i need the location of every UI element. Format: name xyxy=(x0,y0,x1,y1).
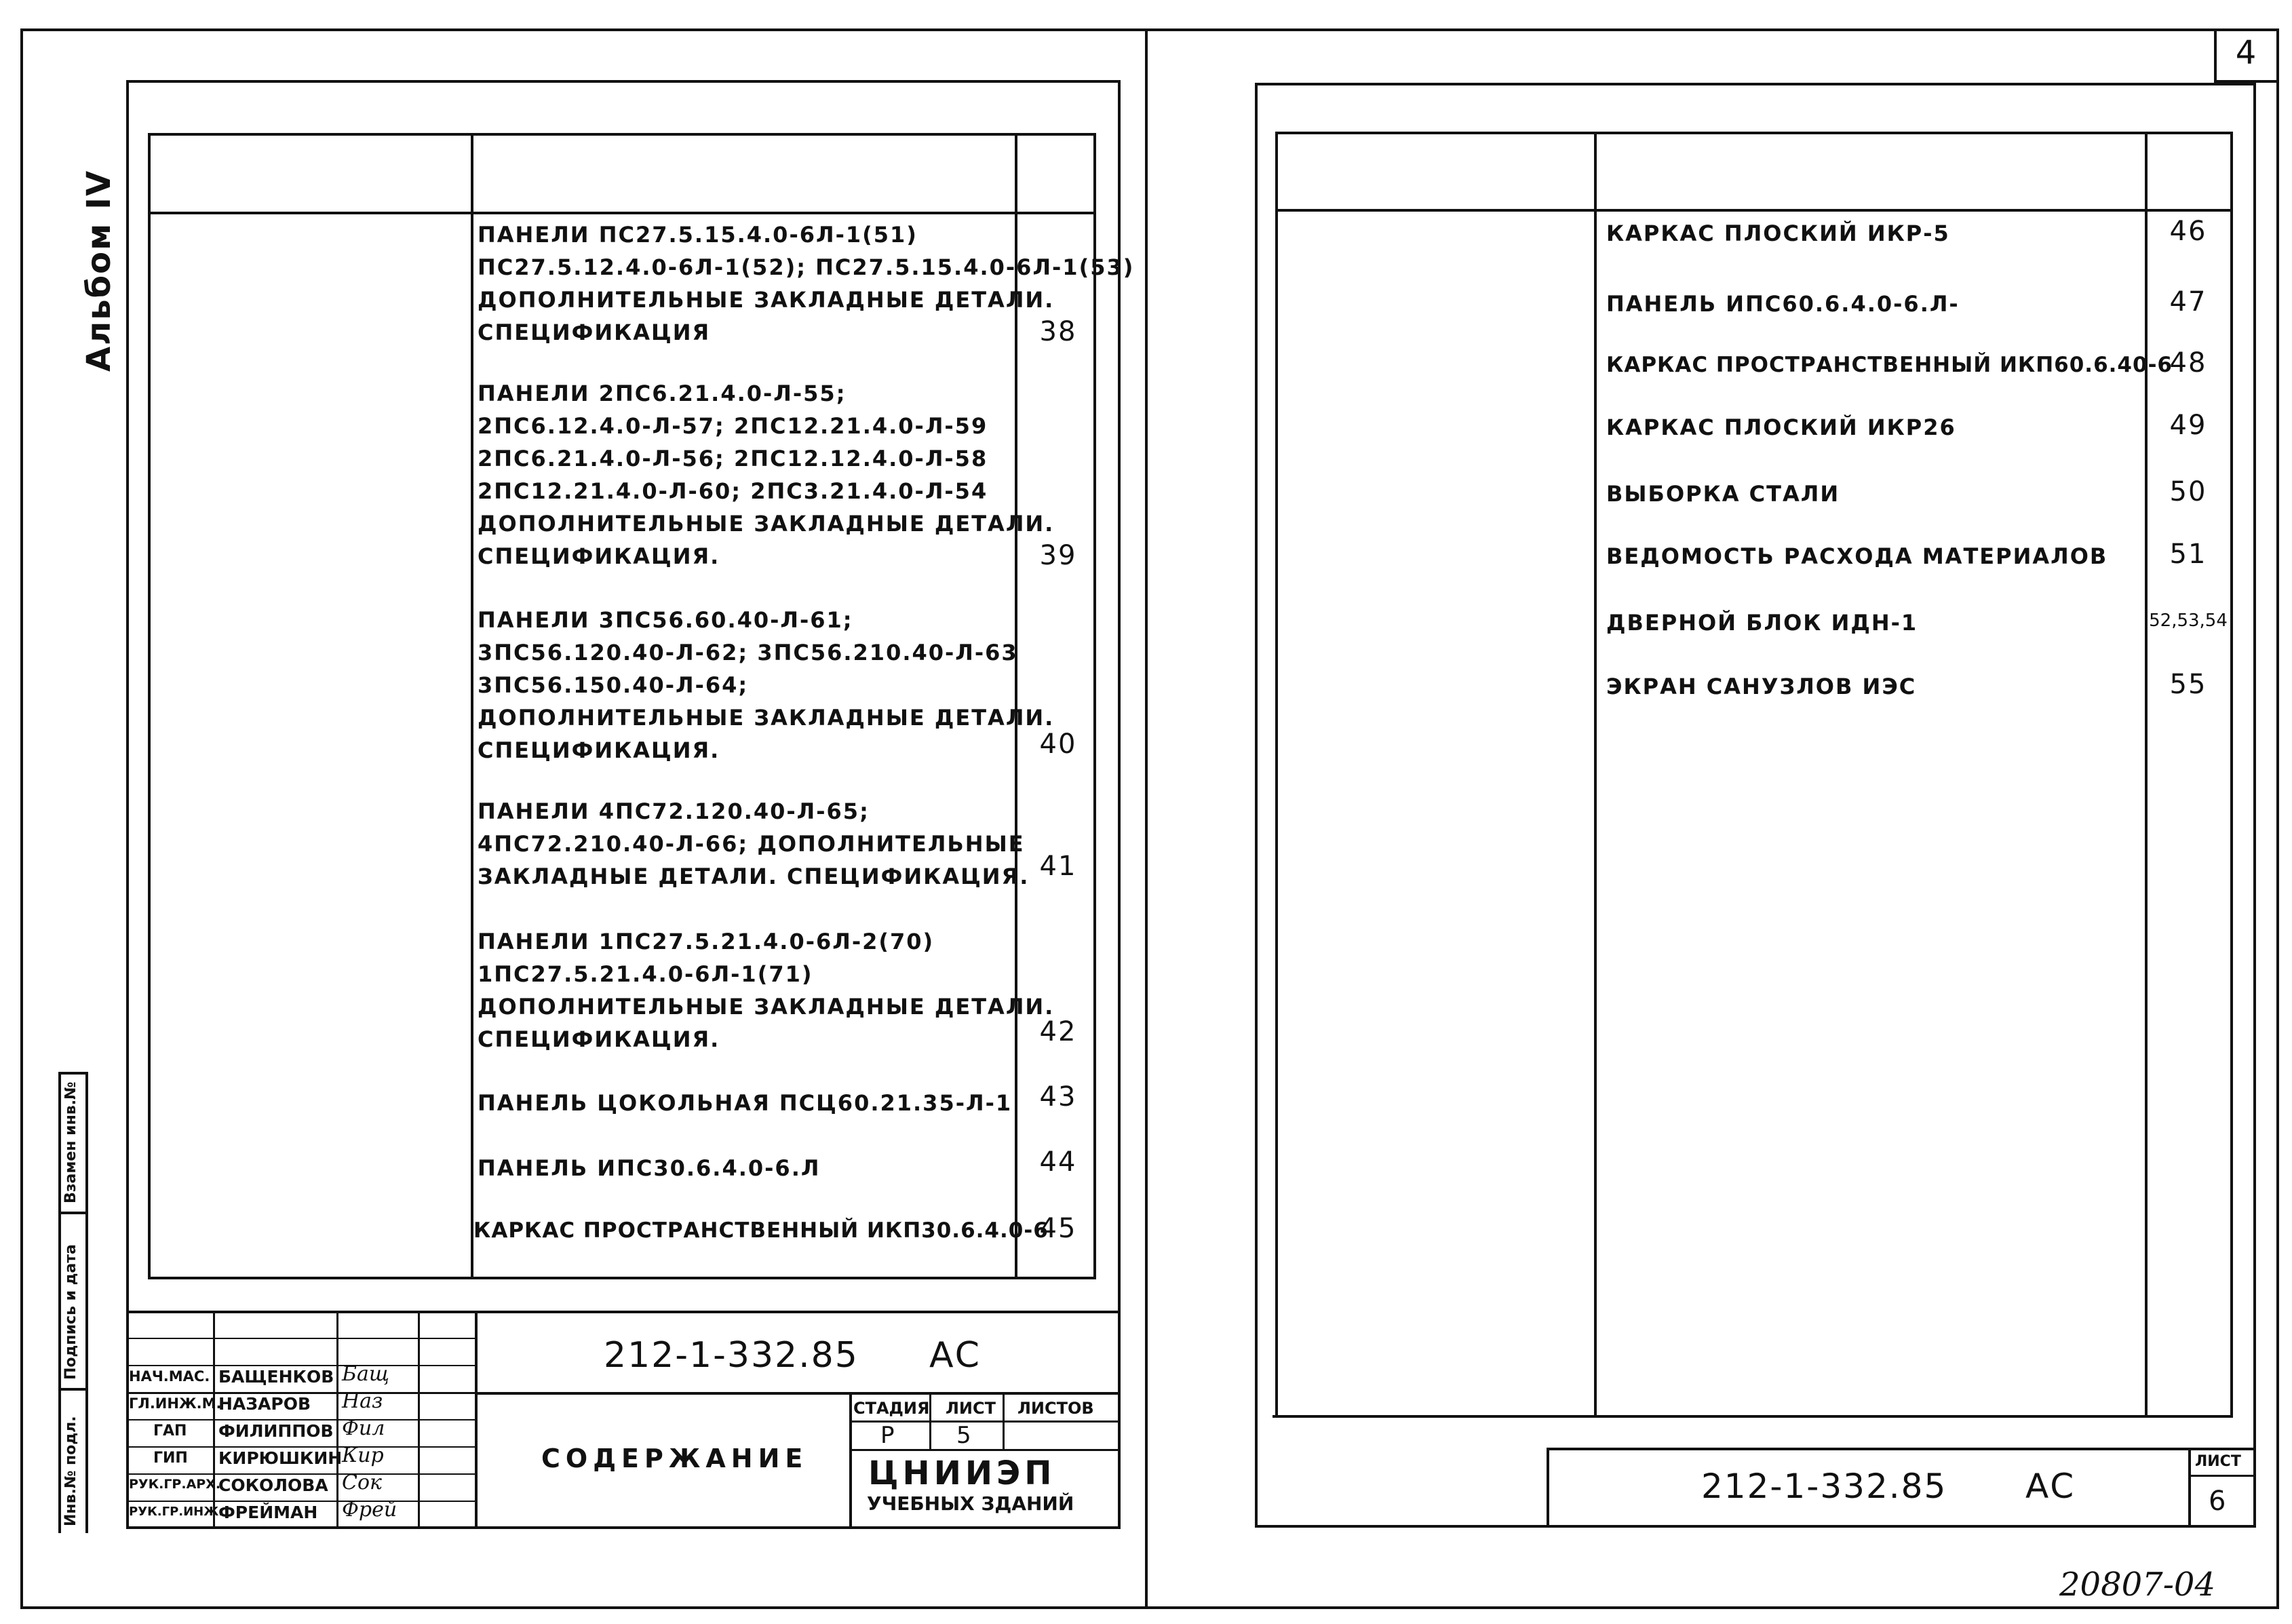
document-code: 212-1-332.85 xyxy=(1701,1467,1947,1506)
entry-page-number: 49 xyxy=(2169,410,2207,441)
staff-signature: Бащ xyxy=(342,1362,389,1386)
entry-page-number: 45 xyxy=(1039,1213,1077,1244)
entry-page-number: 42 xyxy=(1039,1016,1077,1047)
entry-page-number: 44 xyxy=(1039,1146,1077,1178)
entry-text-line: ПАНЕЛИ ПС27.5.15.4.0-6Л-1(51) xyxy=(478,222,918,248)
entry-text-line: КАРКАС ПРОСТРАНСТВЕННЫЙ ИКП30.6.4.0-6 xyxy=(473,1218,1049,1243)
document-code: 212-1-332.85 xyxy=(604,1335,859,1376)
entry-page-number: 41 xyxy=(1039,851,1077,882)
staff-role: НАЧ.МАС. xyxy=(129,1368,210,1385)
entry-page-number: 55 xyxy=(2169,669,2207,700)
entry-text-line: 2ПС12.21.4.0-Л-60; 2ПС3.21.4.0-Л-54 xyxy=(478,478,988,504)
stamp-signature-date: Подпись и дата xyxy=(62,1244,79,1380)
entry-page-number: 38 xyxy=(1039,316,1077,347)
entry-text-line: ЭКРАН САНУЗЛОВ ИЭС xyxy=(1606,674,1917,699)
entry-text-line: СПЕЦИФИКАЦИЯ. xyxy=(478,543,720,569)
entry-text-line: ПАНЕЛЬ ЦОКОЛЬНАЯ ПСЦ60.21.35-Л-1 xyxy=(478,1090,1013,1116)
staff-role: РУК.ГР.АРХ. xyxy=(129,1477,221,1492)
album-label: Альбом IV xyxy=(80,169,118,372)
sheets-header: ЛИСТОВ xyxy=(1017,1399,1094,1418)
staff-signature: Кир xyxy=(342,1444,384,1467)
entry-page-number: 50 xyxy=(2169,476,2207,507)
entry-page-number: 51 xyxy=(2169,539,2207,570)
stamp-replacement-inv: Взамен инв.№ xyxy=(62,1081,79,1203)
staff-signature: Фрей xyxy=(342,1498,397,1522)
staff-name: КИРЮШКИН xyxy=(218,1448,343,1468)
staff-name: БАЩЕНКОВ xyxy=(218,1367,334,1387)
sheet-header: ЛИСТ xyxy=(2195,1453,2241,1470)
organization-subtitle: УЧЕБНЫХ ЗДАНИЙ xyxy=(867,1492,1074,1515)
entry-text-line: ПАНЕЛЬ ИПС30.6.4.0-6.Л xyxy=(478,1155,821,1181)
staff-name: СОКОЛОВА xyxy=(218,1475,328,1495)
entry-text-line: ПАНЕЛИ 3ПС56.60.40-Л-61; xyxy=(478,607,853,633)
entry-text-line: СПЕЦИФИКАЦИЯ xyxy=(478,320,711,345)
staff-role: РУК.ГР.ИНЖ. xyxy=(129,1505,224,1519)
sheet-value: 5 xyxy=(956,1422,973,1449)
entry-text-line: ДВЕРНОЙ БЛОК ИДН-1 xyxy=(1606,610,1918,636)
staff-role: ГЛ.ИНЖ.М. xyxy=(129,1395,222,1412)
staff-signature: Фил xyxy=(342,1416,385,1440)
entry-text-line: СПЕЦИФИКАЦИЯ. xyxy=(478,737,720,763)
entry-text-line: КАРКАС ПРОСТРАНСТВЕННЫЙ ИКП60.6.40-6 xyxy=(1606,353,2173,377)
sheet-header: ЛИСТ xyxy=(946,1399,996,1418)
entry-text-line: 3ПС56.150.40-Л-64; xyxy=(478,672,749,698)
archive-number: 20807-04 xyxy=(2059,1566,2215,1604)
entry-text-line: ЗАКЛАДНЫЕ ДЕТАЛИ. СПЕЦИФИКАЦИЯ. xyxy=(478,864,1030,889)
staff-role: ГАП xyxy=(153,1423,187,1439)
sheet-value: 6 xyxy=(2209,1486,2228,1517)
sheet-title: СОДЕРЖАНИЕ xyxy=(541,1444,809,1473)
staff-signature: Наз xyxy=(342,1389,383,1413)
entry-page-number: 47 xyxy=(2169,286,2207,317)
document-mark: АС xyxy=(2025,1467,2076,1506)
document-mark: АС xyxy=(929,1335,981,1376)
entry-text-line: ПАНЕЛИ 1ПС27.5.21.4.0-6Л-2(70) xyxy=(478,929,935,954)
entry-text-line: ПАНЕЛЬ ИПС60.6.4.0-6.Л- xyxy=(1606,291,1960,317)
entry-text-line: ВЫБОРКА СТАЛИ xyxy=(1606,481,1840,507)
entry-page-number: 48 xyxy=(2169,347,2207,379)
stage-header: СТАДИЯ xyxy=(853,1399,930,1418)
staff-name: ФРЕЙМАН xyxy=(218,1503,318,1522)
entry-page-number: 43 xyxy=(1039,1081,1077,1113)
entry-text-line: ПС27.5.12.4.0-6Л-1(52); ПС27.5.15.4.0-6Л-1(53) xyxy=(478,254,1135,280)
entry-text-line: 2ПС6.12.4.0-Л-57; 2ПС12.21.4.0-Л-59 xyxy=(478,413,988,439)
entry-text-line: ДОПОЛНИТЕЛЬНЫЕ ЗАКЛАДНЫЕ ДЕТАЛИ. xyxy=(478,511,1055,537)
entry-page-number: 40 xyxy=(1039,729,1077,760)
entry-text-line: 3ПС56.120.40-Л-62; 3ПС56.210.40-Л-63 xyxy=(478,640,1018,665)
entry-text-line: ДОПОЛНИТЕЛЬНЫЕ ЗАКЛАДНЫЕ ДЕТАЛИ. xyxy=(478,287,1055,313)
entry-text-line: ПАНЕЛИ 4ПС72.120.40-Л-65; xyxy=(478,798,870,824)
entry-page-number: 52,53,54 xyxy=(2149,611,2228,631)
entry-text-line: ВЕДОМОСТЬ РАСХОДА МАТЕРИАЛОВ xyxy=(1606,543,2108,569)
stamp-original-inv: Инв.№ подл. xyxy=(62,1416,79,1526)
entry-text-line: 2ПС6.21.4.0-Л-56; 2ПС12.12.4.0-Л-58 xyxy=(478,446,988,471)
entry-text-line: ПАНЕЛИ 2ПС6.21.4.0-Л-55; xyxy=(478,381,847,406)
entry-text-line: СПЕЦИФИКАЦИЯ. xyxy=(478,1026,720,1052)
organization-name: ЦНИИЭП xyxy=(868,1454,1056,1492)
staff-role: ГИП xyxy=(153,1450,188,1467)
staff-signature: Сок xyxy=(342,1471,382,1494)
entry-text-line: 1ПС27.5.21.4.0-6Л-1(71) xyxy=(478,961,813,987)
stage-value: Р xyxy=(880,1422,896,1449)
entry-text-line: 4ПС72.210.40-Л-66; ДОПОЛНИТЕЛЬНЫЕ xyxy=(478,831,1025,857)
entry-text-line: КАРКАС ПЛОСКИЙ ИКР26 xyxy=(1606,414,1956,440)
staff-name: ФИЛИППОВ xyxy=(218,1421,334,1441)
entry-text-line: КАРКАС ПЛОСКИЙ ИКР-5 xyxy=(1606,220,1950,246)
sheet-number-top: 4 xyxy=(2235,34,2258,72)
entry-text-line: ДОПОЛНИТЕЛЬНЫЕ ЗАКЛАДНЫЕ ДЕТАЛИ. xyxy=(478,994,1055,1020)
entry-page-number: 46 xyxy=(2169,216,2207,247)
entry-text-line: ДОПОЛНИТЕЛЬНЫЕ ЗАКЛАДНЫЕ ДЕТАЛИ. xyxy=(478,705,1055,731)
entry-page-number: 39 xyxy=(1039,540,1077,571)
staff-name: НАЗАРОВ xyxy=(218,1394,311,1414)
